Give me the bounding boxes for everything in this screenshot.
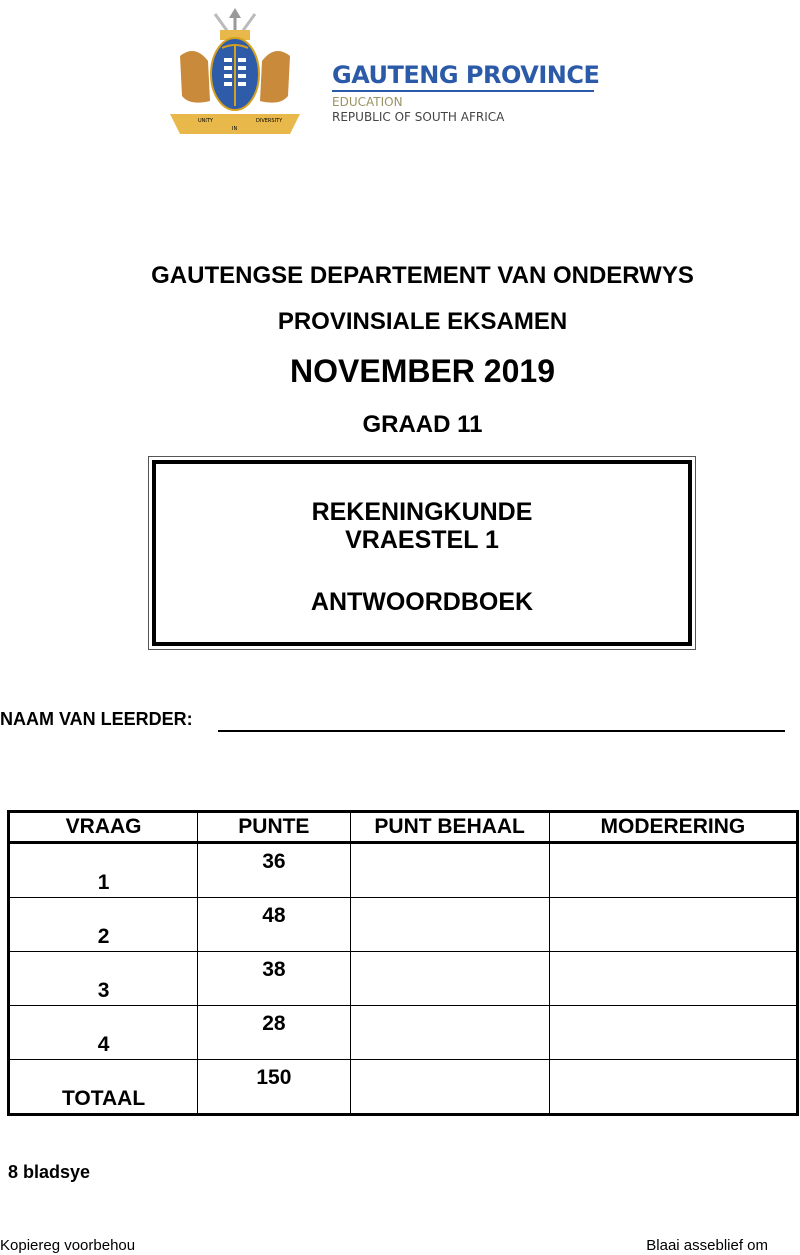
paper-number: VRAESTEL 1 (345, 526, 499, 554)
exam-date: NOVEMBER 2019 (290, 353, 555, 389)
footer-copyright: Kopiereg voorbehou (0, 1237, 136, 1254)
column-header: PUNT BEHAAL (350, 812, 549, 843)
question-number: 4 (97, 1033, 110, 1056)
marks-table (7, 810, 799, 1116)
question-marks: 48 (262, 904, 286, 927)
question-marks: 36 (262, 850, 286, 873)
moderation-cell[interactable] (549, 1060, 797, 1115)
grade-heading: GRAAD 11 (362, 411, 483, 438)
page-count: 8 bladsye (8, 1162, 91, 1182)
moderation-cell[interactable] (549, 952, 797, 1006)
subject-title-box (148, 456, 696, 650)
table-row-total (9, 1060, 798, 1115)
svg-text:DIVERSITY: DIVERSITY (256, 118, 283, 124)
table-row (9, 843, 798, 898)
total-marks: 150 (256, 1066, 292, 1089)
question-marks: 38 (262, 958, 286, 981)
achieved-cell[interactable] (350, 1006, 549, 1060)
subject-name: REKENINGKUNDE (311, 498, 533, 526)
moderation-cell[interactable] (549, 843, 797, 898)
table-row (9, 1006, 798, 1060)
logo-country: REPUBLIC OF SOUTH AFRICA (332, 110, 505, 124)
department-heading: GAUTENGSE DEPARTEMENT VAN ONDERWYS (151, 262, 694, 289)
column-header: VRAAG (9, 812, 198, 843)
learner-name-label: NAAM VAN LEERDER: (0, 709, 193, 729)
achieved-cell[interactable] (350, 952, 549, 1006)
logo-rule (332, 90, 594, 92)
svg-text:IN: IN (232, 126, 238, 132)
exam-heading: PROVINSIALE EKSAMEN (277, 308, 568, 335)
achieved-cell[interactable] (350, 1060, 549, 1115)
table-header-row (9, 812, 798, 843)
total-label: TOTAAL (61, 1087, 146, 1110)
question-number: 2 (97, 925, 110, 948)
logo-title: GAUTENG PROVINCE (332, 61, 600, 89)
question-marks: 28 (262, 1012, 286, 1035)
table-row (9, 952, 798, 1006)
achieved-cell[interactable] (350, 898, 549, 952)
gauteng-logo (160, 6, 620, 136)
svg-text:UNITY: UNITY (198, 118, 213, 124)
column-header: PUNTE (198, 812, 350, 843)
moderation-cell[interactable] (549, 1006, 797, 1060)
question-number: 3 (97, 979, 110, 1002)
logo-subtitle: EDUCATION (332, 95, 403, 109)
footer-turn-over: Blaai asseblief om (646, 1237, 768, 1254)
coat-of-arms-icon (160, 6, 310, 136)
booklet-type: ANTWOORDBOEK (310, 588, 534, 616)
question-number: 1 (97, 871, 110, 894)
achieved-cell[interactable] (350, 843, 549, 898)
moderation-cell[interactable] (549, 898, 797, 952)
learner-name-field[interactable] (218, 730, 785, 732)
table-row (9, 898, 798, 952)
column-header: MODERERING (549, 812, 797, 843)
